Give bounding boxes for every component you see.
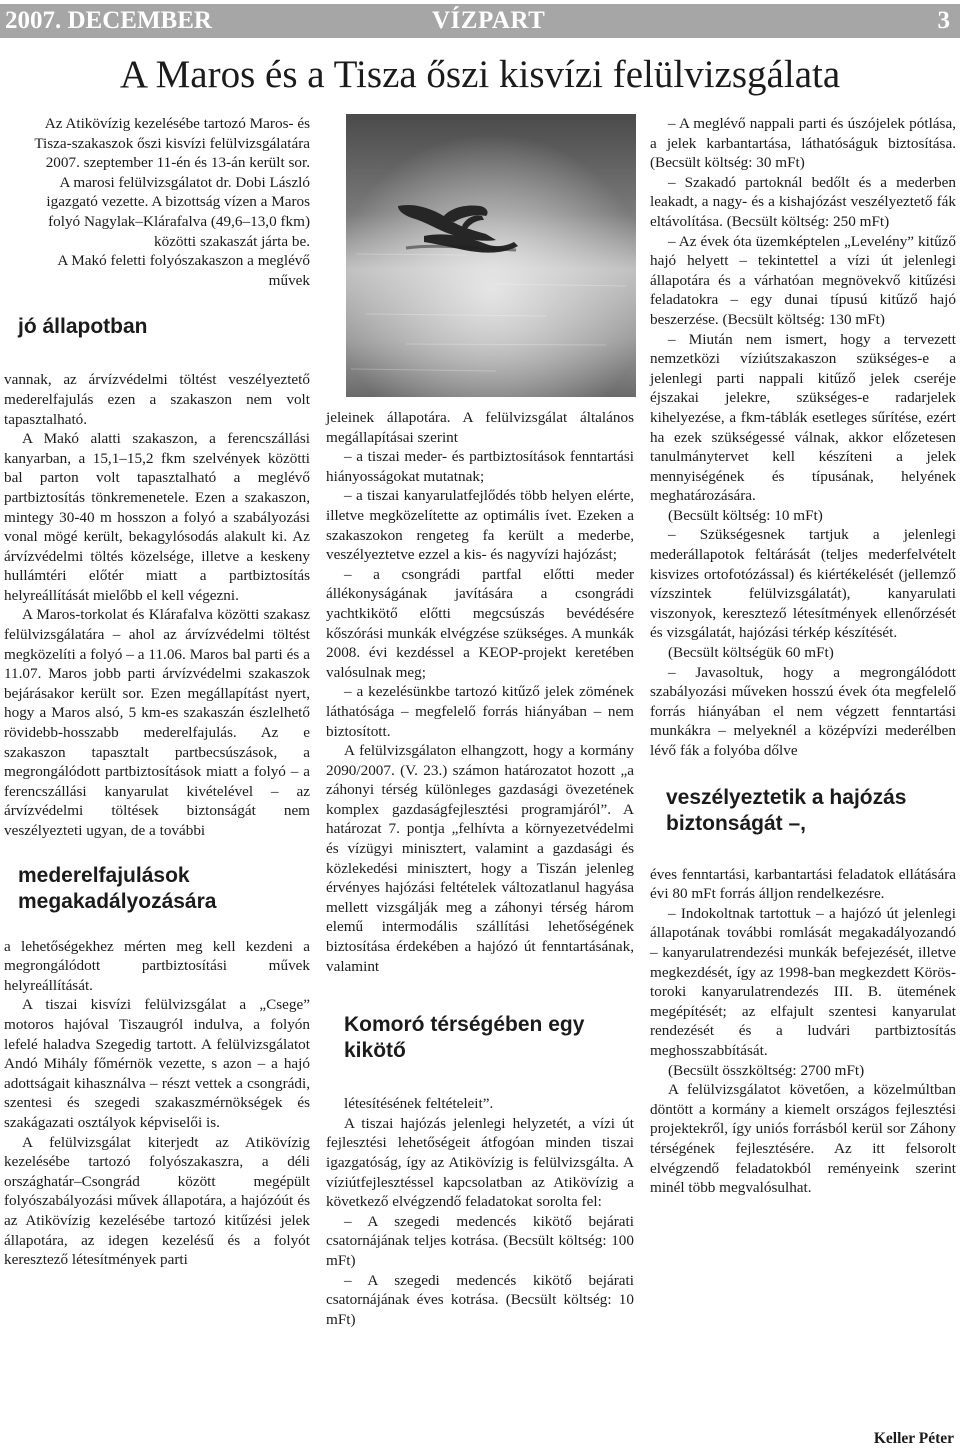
paragraph: – Javasoltuk, hogy a megrongálódott szabályozási műveken hosszú évek óta megfelelő forrás hiányában el nem végzett fenntartási munkákra – melyeknél a középvízi mederélben lévő fák a folyóba dőlve <box>650 663 956 759</box>
paragraph: Az Atikövízig kezelésébe tartozó Maros- és Tisza-szakaszok őszi kisvízi felülvizsgálatára 2007. szeptember 11-én és 13-án került sor. <box>34 115 310 172</box>
subheading: mederelfajulások megakadályozására <box>18 863 217 913</box>
paragraph: A marosi felülvizsgálatot dr. Dobi László igazgató vezette. A bizottság vízen a Maros folyó Nagylak–Klárafalva (49,6–13,0 fkm) közötti szakaszát járta be. <box>46 173 310 250</box>
paragraph: – Szakadó partoknál bedőlt és a mederben leakadt, a nagy- és a kishajózást veszélyeztető fák eltávolítása. (Becsült költség: 250 mFt) <box>650 173 956 230</box>
paragraph: A felülvizsgálat kiterjedt az Atikövízig kezelésébe tartozó folyószakaszra, a déli országhatár–Csongrád között megépült folyószabályozási művek állapotára, a hajózóút és az Atikövízig kezelésébe tartozó kitűzési jelek állapotára, az idegen kezelésű és a folyót keresztező létesítmények parti <box>4 1133 310 1269</box>
column-right <box>650 114 956 1198</box>
paragraph: A Makó feletti folyószakaszon a meglévő művek <box>57 252 310 289</box>
paragraph: éves fenntartási, karbantartási feladatok ellátására évi 80 mFt forrás álljon rendelkezésre. <box>650 865 956 903</box>
header-page-number: 3 <box>937 7 950 34</box>
article-title: A Maros és a Tisza őszi kisvízi felülvizsgálata <box>119 53 841 96</box>
paragraph: (Becsült összköltség: 2700 mFt) <box>668 1061 865 1079</box>
paragraph: – a tiszai kanyarulatfejlődés több helyen elérte, illetve megközelítette az optimális ívet. Ezeken a szakaszokon rengeteg fa került a mederbe, veszélyeztetve ezzel a kis- és nagyvízi hajózást; <box>326 487 634 564</box>
paragraph: A felülvizsgálaton elhangzott, hogy a kormány 2090/2007. (V. 23.) számon határozatot hozott „a záhonyi térség különleges gazdasági övezetének komplex gazdaságfejlesztési programjáról”. A határozat 7. pontja „felhívta a környezetvédelmi és vízügyi minisztert, valamint a gazdasági és közlekedési minisztert, hogy a Tiszán jelenleg érvényes hajózási feltételek változatlanul hagyása mellett vizsgálják meg a záhonyi térség három elemű intermodális szállítási lehetőségének biztosítása érdekében a hajózó út fenntartásának, valamint <box>326 742 634 975</box>
paragraph: (Becsült költségük 60 mFt) <box>668 644 834 662</box>
subheading: veszélyeztetik a hajózás biztonságát –, <box>666 785 907 835</box>
paragraph: A Maros-torkolat és Klárafalva közötti szakasz felülvizsgálatára – ahol az árvízvédelmi töltést megközelíti a folyó – a 11.06. Maros bal parti és a 11.07. Maros jobb parti árvízvédelmi szakaszok bejárásakor került sor. Ezen megállapítást nyert, hogy a Maros alsó, 5 km-es szakaszán észlelhető rövidebb-hosszabb mederelfajulás. Az e szakaszon tapasztalt partbecsúszások, a megrongálódott partbiztosítások miatt a folyó – a ferencszállási kanyarulat kivételével – az árvízvédelmi töltések biztonságát nem veszélyezteti ugyan, de a további <box>4 606 310 839</box>
paragraph: – A meglévő nappali parti és úszójelek pótlása, a jelek karbantartása, láthatóságuk biztosítása. (Becsült költség: 30 mFt) <box>650 115 956 172</box>
paragraph: A tiszai hajózás jelenlegi helyzetét, a vízi út fejlesztési lehetőségeit átfogóan minden tiszai igazgatóság, így az Atikövízig is felülvizsgálta. A víziútfejlesztéssel kapcsolatban az Atikövízig a következő elvégzendő feladatokat sorolta fel: <box>326 1114 634 1211</box>
paragraph: létesítésének feltételeit”. <box>344 1095 494 1113</box>
paragraph: – a kezelésünkbe tartozó kitűző jelek zömének láthatósága – megfelelő forrás hiányában – nem biztosított. <box>326 683 634 740</box>
author-signature: Keller Péter <box>873 1430 954 1447</box>
paragraph: A tiszai kisvízi felülvizsgálat a „Csege” motoros hajóval Tiszaugról indulva, a folyón lefelé haladva Szegedig tartott. A felülvizsgálatot Andó Mihály főmérnök vezette, s azon – a hajó adottságait kihasználva – részt vettek a csongrádi, szentesi és szegedi szakaszmérnökségek és szakágazati osztályok képviselői is. <box>4 996 310 1131</box>
paragraph: – A szegedi medencés kikötő bejárati csatornájának éves kotrása. (Becsült költség: 10 mFt) <box>326 1271 634 1328</box>
paragraph: – a csongrádi partfal előtti meder állékonyságának javítására a csongrádi yachtkikötő előtti megcsúszás bevédésére kőszórási munkák elvégzése szükséges. A munkák 2008. évi kezdéssel a KEOP-projekt keretében valósulnak meg; <box>326 565 634 681</box>
header-date: 2007. DECEMBER <box>5 7 212 34</box>
column-left <box>4 114 310 1270</box>
column-middle <box>326 408 634 1329</box>
paragraph: – a tiszai meder- és partbiztosítások fenntartási hiányosságokat mutatnak; <box>326 448 634 485</box>
paragraph: A felülvizsgálatot követően, a közelmúltban döntött a kormány a kiemelt országos fejlesztési projektekről, így uniós forrásból kerül sor Záhony térségének fejlesztésére. Az itt felsorolt elvégzendő feladatokból reményeink szerint minél több megvalósulhat. <box>650 1081 956 1197</box>
page-header <box>0 4 960 38</box>
paragraph: – Az évek óta üzemképtelen „Levelény” kitűző hajó helyett – tekintettel a vízi út jelenlegi állapotára és a várhatóan megnövekvő kitűzési feladatokra – egy dunai típusú kitűző hajó beszerzése. (Becsült költség: 130 mFt) <box>650 232 956 328</box>
river-photo <box>346 114 636 397</box>
paragraph: (Becsült költség: 10 mFt) <box>668 506 823 524</box>
paragraph: A Makó alatti szakaszon, a ferencszállási kanyarban, a 15,1–15,2 fkm szelvények közötti bal parton volt tapasztalható a meglévő partbiztosítás tönkremenetele. Ezen a szakaszon, mintegy 30-40 m hosszon a folyó a szabályozási vonal mögé került, bekagylósodás alakult ki. Az árvízvédelmi töltés közelsége, illetve a keskeny hullámtéri előtér miatt a partbiztosítás helyreállítását mielőbb el kell végezni. <box>4 430 310 604</box>
paragraph: – Miután nem ismert, hogy a tervezett nemzetközi víziútszakaszon szükséges-e a jelenlegi parti nappali kitűző jelek cseréje éjszakai jelekre, szükséges-e radarjelek kihelyezése, a fkm-táblák esetleges sűrítése, ezért ha ezek szükségessé válnak, akkor előzetesen tanulmánytervet kell készíteni a jelek mennyiségének és típusának, helyének meghatározására. <box>650 330 956 505</box>
paragraph: – Indokoltnak tartottuk – a hajózó út jelenlegi állapotának további romlását megakadályozandó – kanyarulatrendezési munkák befejezését, illetve megkezdését, így az 1998-ban megkezdett Körös-toroki kanyarulatrendezés III. B. ütemének megépítését; az elfajult szentesi kanyarulat rendezését és a ludvári partbiztosítás meghosszabbítását. <box>650 904 956 1059</box>
paragraph: – A szegedi medencés kikötő bejárati csatornájának teljes kotrása. (Becsült költség: 100 mFt) <box>326 1212 634 1269</box>
paragraph: a lehetőségekhez mérten meg kell kezdeni a megrongálódott partbiztosítási művek helyreállítását. <box>4 937 310 994</box>
header-publication: VÍZPART <box>432 7 546 34</box>
paragraph: jeleinek állapotára. A felülvizsgálat általános megállapításai szerint <box>326 409 634 446</box>
paragraph: vannak, az árvízvédelmi töltést veszélyeztető mederelfajulás ezen a szakaszon nem volt tapasztalható. <box>4 371 310 428</box>
paragraph: – Szükségesnek tartjuk a jelenlegi mederállapotok feltárását (teljes mederfelvételt kisvizes ortofotózással) és kiértékelését (jellemző vízszintek felülvizsgálatát), kanyarulati viszonyok, keresztező létesítmények ellenőrzését és vizsgálatát, hajózási térkép készítését. <box>650 526 956 642</box>
subheading: jó állapotban <box>18 315 148 339</box>
subheading: Komoró térségében egy kikötő <box>344 1013 585 1063</box>
